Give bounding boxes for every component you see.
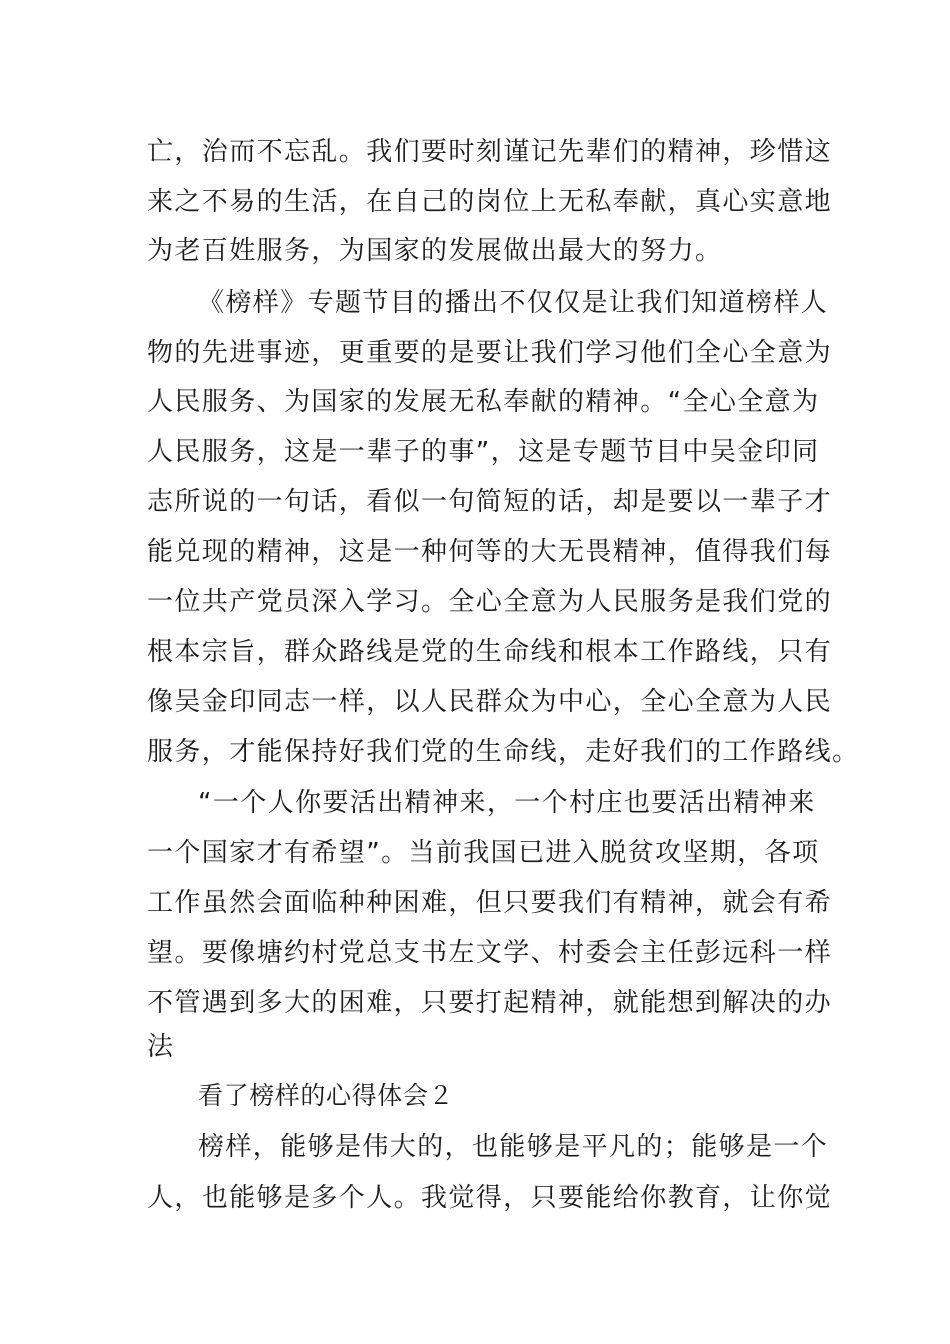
text-line: 法 — [147, 1032, 175, 1062]
text-line: 人，也能够是多个人。我觉得，只要能给你教育，让你觉 — [147, 1183, 833, 1213]
text-line: 人民服务、为国家的发展无私奉献的精神。“全心全意为 — [147, 387, 820, 417]
paragraph-first-line: 《榜样》专题节目的播出不仅仅是让我们知道榜样人 — [198, 288, 829, 318]
text-line: 一个国家才有希望”。当前我国已进入脱贫攻坚期，各项 — [147, 838, 820, 868]
text-line: 志所说的一句话，看似一句简短的话，却是要以一辈子才 — [147, 487, 833, 517]
text-line: 像吴金印同志一样，以人民群众为中心，全心全意为人民 — [147, 687, 833, 717]
text-line: 工作虽然会面临种种困难，但只要我们有精神，就会有希 — [147, 888, 833, 918]
text-line: 物的先进事迹，更重要的是要让我们学习他们全心全意为 — [147, 338, 833, 368]
text-line: 不管遇到多大的困难，只要打起精神，就能想到解决的办 — [147, 988, 833, 1018]
text-line: 望。要像塘约村党总支书左文学、村委会主任彭远科一样 — [147, 938, 833, 968]
text-line: 服务，才能保持好我们党的生命线，走好我们的工作路线。 — [147, 737, 860, 767]
text-line: 来之不易的生活，在自己的岗位上无私奉献，真心实意地 — [147, 187, 833, 217]
text-line: 为老百姓服务，为国家的发展做出最大的努力。 — [147, 236, 723, 266]
text-line: 人民服务，这是一辈子的事”，这是专题节目中吴金印同 — [147, 437, 820, 467]
paragraph-first-line: 榜样，能够是伟大的，也能够是平凡的；能够是一个 — [198, 1132, 829, 1162]
paragraph-first-line: “一个人你要活出精神来，一个村庄也要活出精神来 — [198, 788, 816, 818]
text-line: 根本宗旨，群众路线是党的生命线和根本工作路线，只有 — [147, 637, 833, 667]
text-line: 能兑现的精神，这是一种何等的大无畏精神，值得我们每 — [147, 537, 833, 567]
section-heading: 看了榜样的心得体会２ — [198, 1081, 455, 1110]
text-line: 一位共产党员深入学习。全心全意为人民服务是我们党的 — [147, 587, 833, 617]
text-line: 亡，治而不忘乱。我们要时刻谨记先辈们的精神，珍惜这 — [147, 137, 833, 167]
